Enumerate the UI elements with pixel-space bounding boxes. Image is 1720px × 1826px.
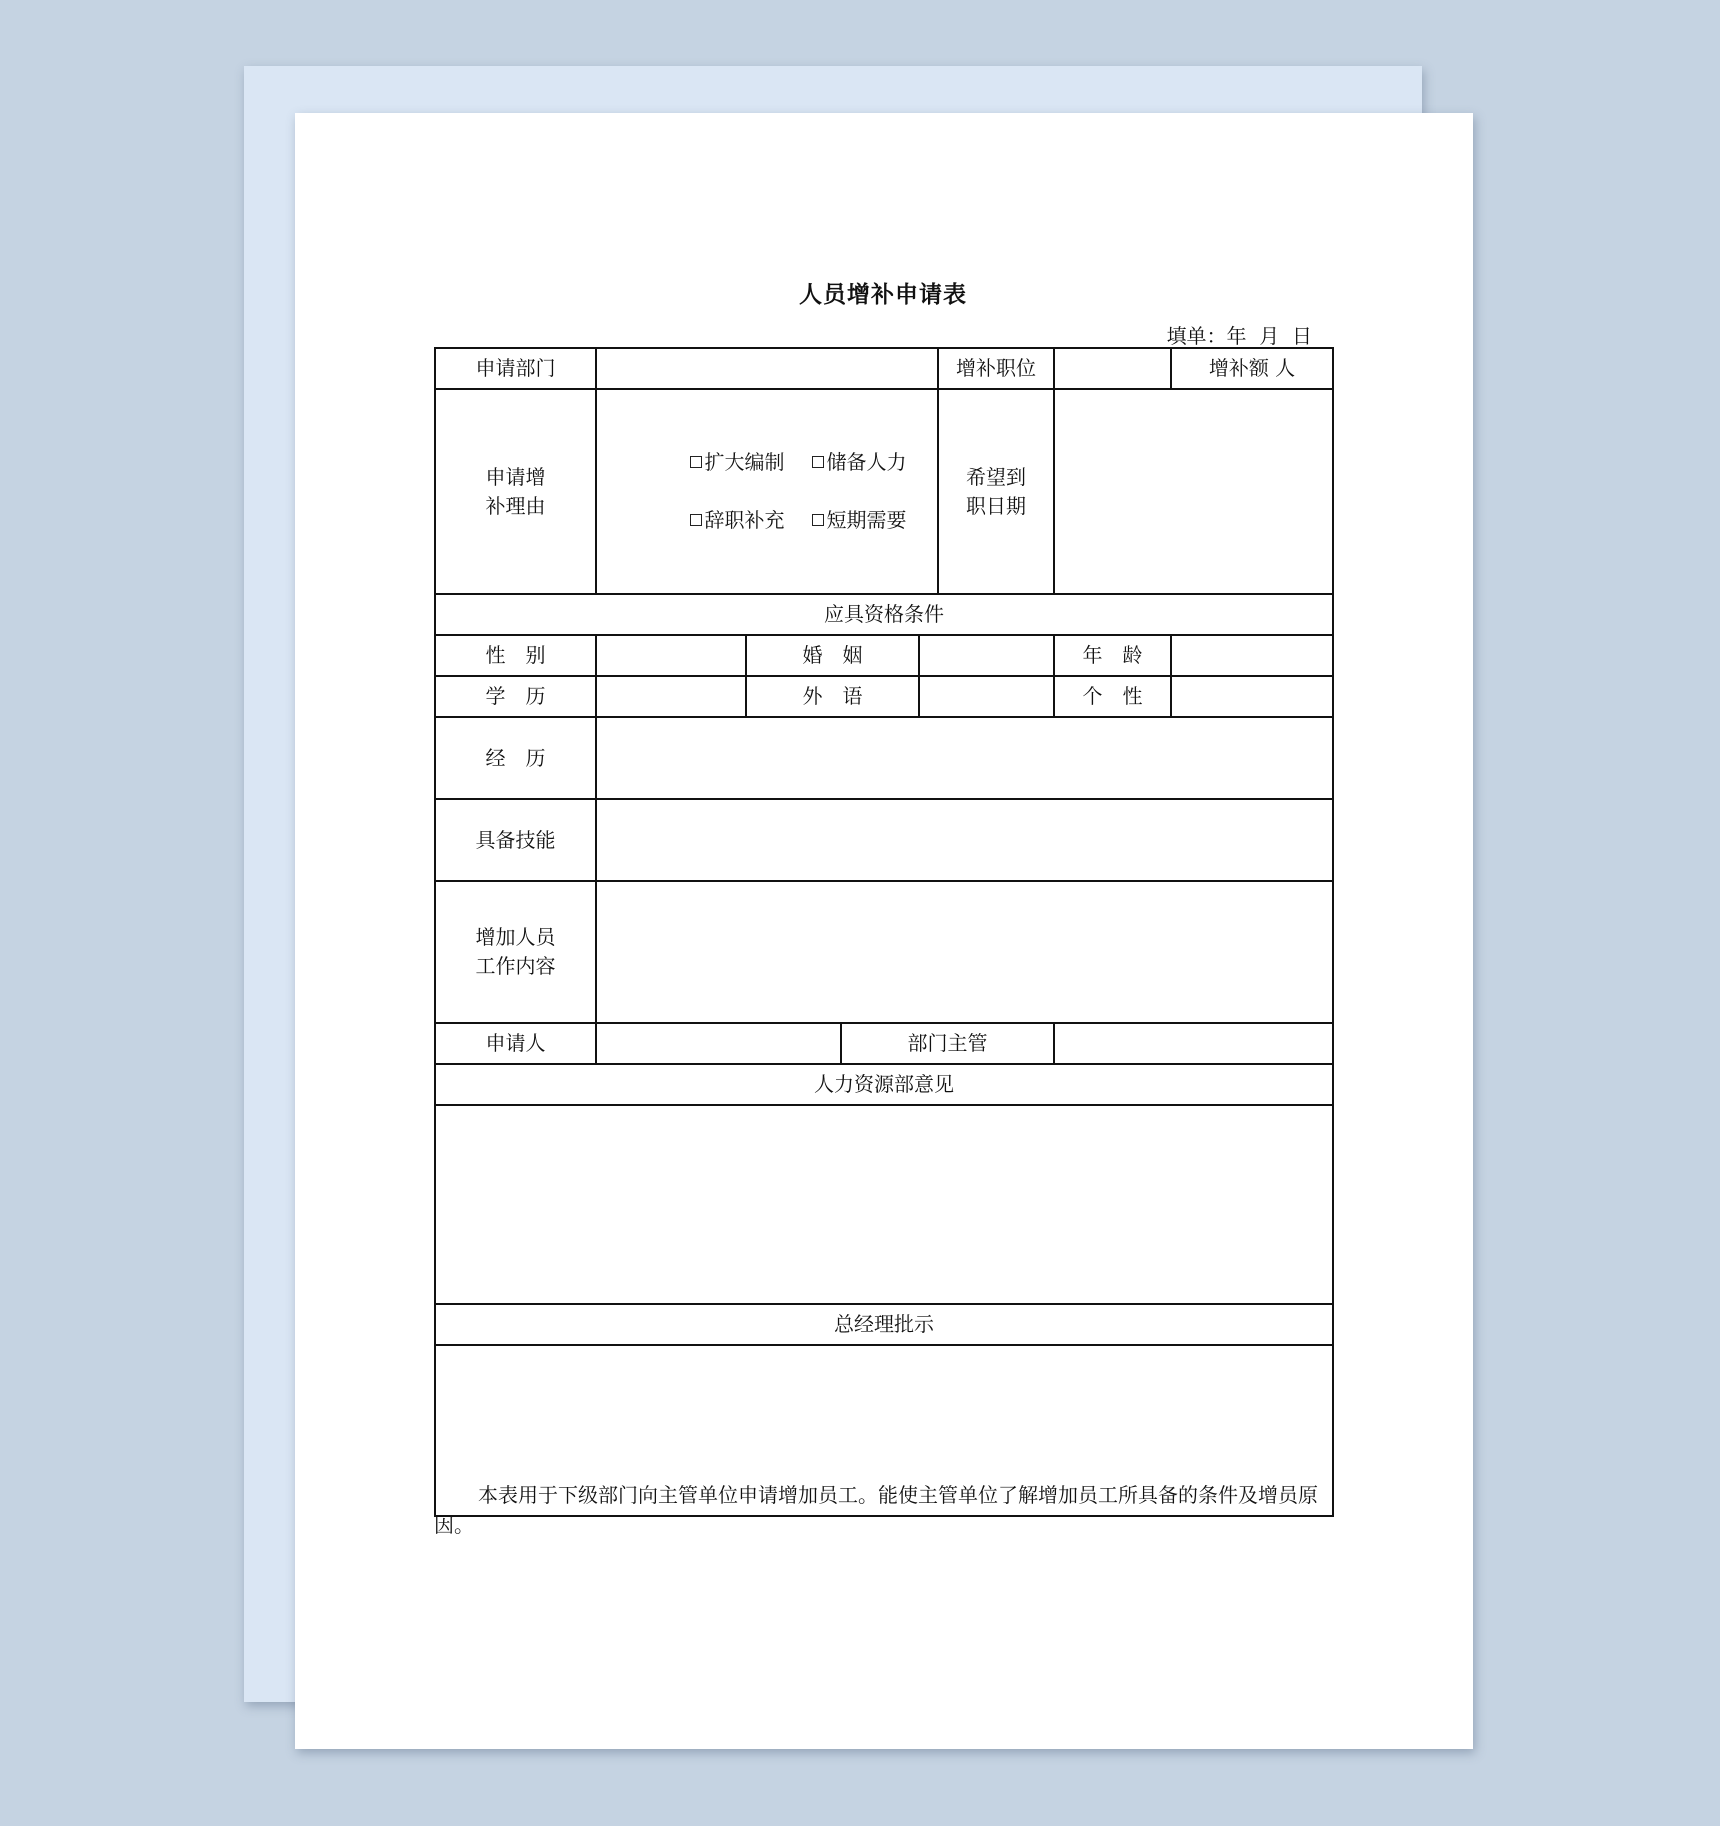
- reason-options: [596, 389, 938, 594]
- apply-dept-field[interactable]: [596, 348, 938, 389]
- experience-label: 经 历: [435, 717, 596, 799]
- skills-label: 具备技能: [435, 799, 596, 881]
- reason-option-shortterm[interactable]: 短期需要: [812, 506, 934, 535]
- gender-label: 性 别: [435, 635, 596, 676]
- gender-field[interactable]: [596, 635, 746, 676]
- marriage-label: 婚 姻: [746, 635, 919, 676]
- application-form-table: [434, 347, 1334, 1517]
- education-label: 学 历: [435, 676, 596, 717]
- personality-label: 个 性: [1054, 676, 1171, 717]
- education-field[interactable]: [596, 676, 746, 717]
- hr-opinion-header: 人力资源部意见: [435, 1064, 1333, 1105]
- position-field[interactable]: [1054, 348, 1171, 389]
- language-label: 外 语: [746, 676, 919, 717]
- reason-label: 申请增 补理由: [435, 389, 596, 594]
- checkbox-icon[interactable]: [690, 456, 702, 468]
- gm-approval-header: 总经理批示: [435, 1304, 1333, 1345]
- checkbox-icon[interactable]: [812, 514, 824, 526]
- marriage-field[interactable]: [919, 635, 1054, 676]
- applicant-field[interactable]: [596, 1023, 841, 1064]
- hr-opinion-field[interactable]: [435, 1105, 1333, 1304]
- apply-dept-label: 申请部门: [435, 348, 596, 389]
- reason-option-expand[interactable]: 扩大编制: [690, 448, 812, 477]
- supervisor-field[interactable]: [1054, 1023, 1333, 1064]
- supervisor-label: 部门主管: [841, 1023, 1054, 1064]
- age-field[interactable]: [1171, 635, 1333, 676]
- personality-field[interactable]: [1171, 676, 1333, 717]
- quota-label[interactable]: 增补额 人: [1171, 348, 1333, 389]
- form-footnote: 本表用于下级部门向主管单位申请增加员工。能使主管单位了解增加员工所具备的条件及增员原因。: [434, 1483, 1318, 1537]
- checkbox-icon[interactable]: [812, 456, 824, 468]
- fill-date-line: 填单：年 月 日: [1166, 324, 1312, 348]
- language-field[interactable]: [919, 676, 1054, 717]
- reason-option-reserve[interactable]: 储备人力: [812, 448, 934, 477]
- reason-option-resign[interactable]: 辞职补充: [690, 506, 812, 535]
- arrival-date-label: 希望到 职日期: [938, 389, 1054, 594]
- age-label: 年 龄: [1054, 635, 1171, 676]
- checkbox-icon[interactable]: [690, 514, 702, 526]
- qualification-header: 应具资格条件: [435, 594, 1333, 635]
- work-content-label: 增加人员 工作内容: [435, 881, 596, 1023]
- arrival-date-field[interactable]: [1054, 389, 1333, 594]
- work-content-field[interactable]: [596, 881, 1333, 1023]
- document-title: 人员增补申请表: [799, 281, 967, 308]
- skills-field[interactable]: [596, 799, 1333, 881]
- position-label: 增补职位: [938, 348, 1054, 389]
- experience-field[interactable]: [596, 717, 1333, 799]
- applicant-label: 申请人: [435, 1023, 596, 1064]
